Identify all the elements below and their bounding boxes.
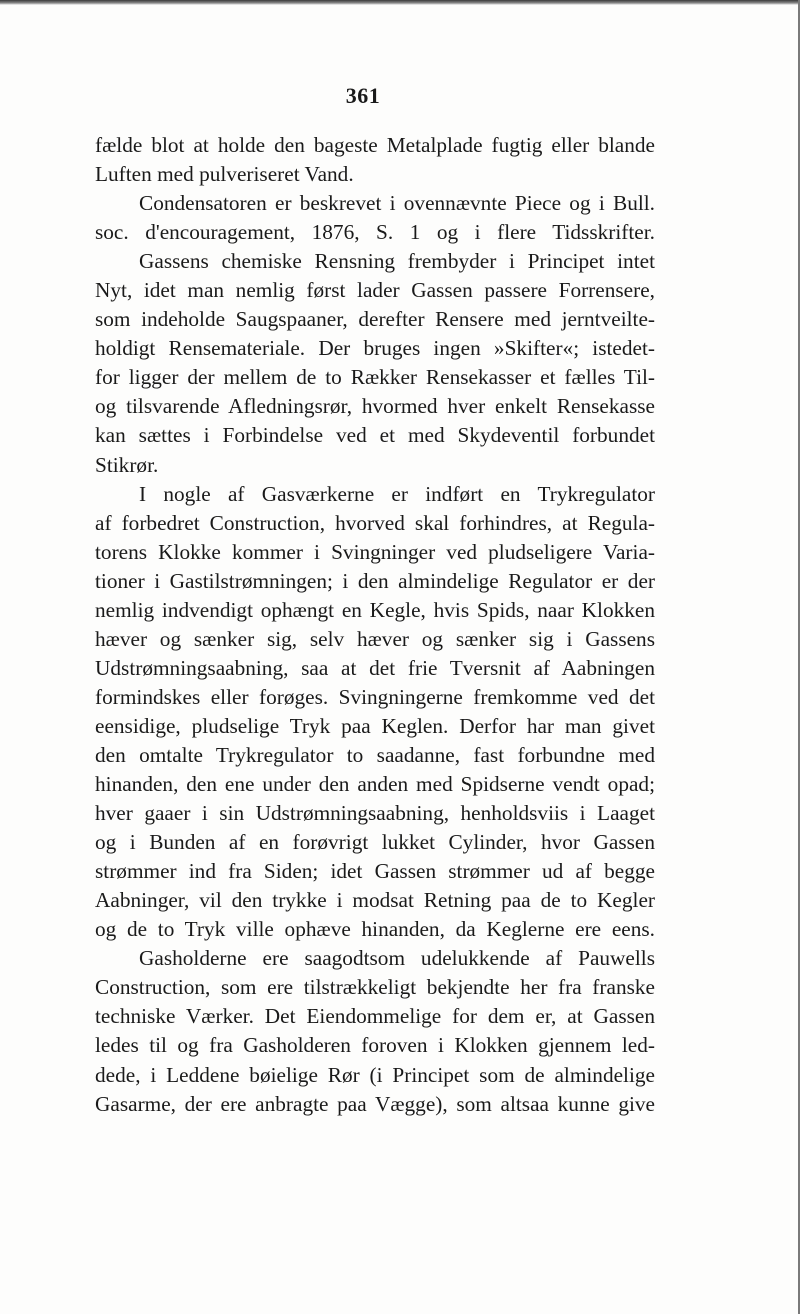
body-text <box>95 131 655 1119</box>
text-line: hinanden, den ene under den anden med Spidserne vendt opad; <box>95 772 655 797</box>
text-line: ledes til og fra Gasholderen foroven i Klokken gjennem led- <box>95 1033 655 1058</box>
text-line: tioner i Gastilstrømningen; i den almindelige Regulator er der <box>95 568 655 593</box>
text-line: for ligger der mellem de to Rækker Rensekasser et fælles Til- <box>95 365 655 390</box>
text-line: Condensatoren er beskrevet i ovennævnte Piece og i Bull. <box>139 191 655 216</box>
text-line: Construction, som ere tilstrækkeligt bekjendte her fra franske <box>95 975 655 1000</box>
text-line: den omtalte Trykregulator to saadanne, fast forbundne med <box>95 742 655 767</box>
text-line: hæver og sænker sig, selv hæver og sænker sig i Gassens <box>95 626 655 651</box>
text-line: formindskes eller forøges. Svingningerne fremkomme ved det <box>95 684 655 709</box>
text-line: kan sættes i Forbindelse ved et med Skydeventil forbundet <box>95 423 655 448</box>
text-line: Aabninger, vil den trykke i modsat Retning paa de to Kegler <box>95 888 655 913</box>
text-line: af forbedret Construction, hvorved skal forhindres, at Regula- <box>95 510 655 535</box>
text-line: soc. d'encouragement, 1876, S. 1 og i flere Tidsskrifter. <box>95 220 655 245</box>
text-line: Udstrømningsaabning, saa at det frie Tversnit af Aabningen <box>95 655 655 680</box>
text-line: I nogle af Gasværkerne er indført en Trykregulator <box>139 481 655 506</box>
text-line: dede, i Leddene bøielige Rør (i Principet som de almindelige <box>95 1062 655 1087</box>
scan-top-edge <box>0 0 800 5</box>
text-line: og de to Tryk ville ophæve hinanden, da Keglerne ere eens. <box>95 917 655 942</box>
text-line: Stikrør. <box>95 452 159 477</box>
text-line: torens Klokke kommer i Svingninger ved pludseligere Varia- <box>95 539 655 564</box>
text-line: Gasholderne ere saagodtsom udelukkende af Pauwells <box>139 946 655 971</box>
text-line: fælde blot at holde den bageste Metalplade fugtig eller blande <box>95 133 655 157</box>
text-line: Nyt, idet man nemlig først lader Gassen passere Forrensere, <box>95 278 655 303</box>
text-line: eensidige, pludselige Tryk paa Keglen. Derfor har man givet <box>95 713 655 738</box>
page-number: 361 <box>345 83 381 108</box>
text-line: Luften med pulveriseret Vand. <box>95 162 354 187</box>
text-line: og i Bunden af en forøvrigt lukket Cylinder, hvor Gassen <box>95 830 655 855</box>
text-line: holdigt Rensemateriale. Der bruges ingen »Skifter«; istedet- <box>95 336 655 361</box>
text-line: techniske Værker. Det Eiendommelige for dem er, at Gassen <box>95 1004 655 1029</box>
text-line: og tilsvarende Afledningsrør, hvormed hver enkelt Rensekasse <box>95 394 655 419</box>
text-line: som indeholde Saugspaaner, derefter Rensere med jerntveilte- <box>95 307 655 332</box>
text-line: strømmer ind fra Siden; idet Gassen strømmer ud af begge <box>95 859 655 884</box>
text-line: Gassens chemiske Rensning frembyder i Principet intet <box>139 249 655 274</box>
text-line: Gasarme, der ere anbragte paa Vægge), som altsaa kunne give <box>95 1091 655 1116</box>
text-line: nemlig indvendigt ophængt en Kegle, hvis Spids, naar Klokken <box>95 597 655 622</box>
text-line: hver gaaer i sin Udstrømningsaabning, henholdsviis i Laaget <box>95 801 655 826</box>
